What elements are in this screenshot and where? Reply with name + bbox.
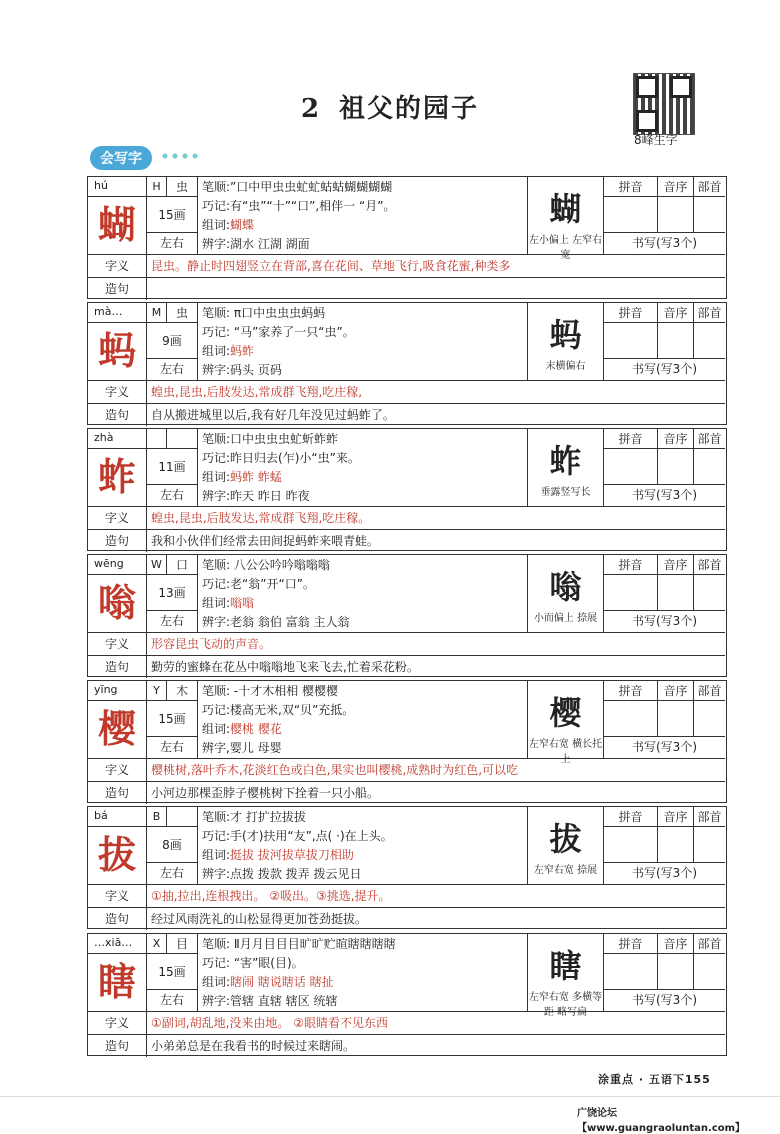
stroke-order: 笔顺: π口中虫虫虫蚂蚂 <box>202 306 326 320</box>
decor-dots <box>160 152 200 160</box>
order-input[interactable] <box>658 575 694 611</box>
qr-caption: 8峰生字 <box>634 133 678 147</box>
radical-input[interactable] <box>694 323 725 359</box>
initial-letter: Y <box>147 681 167 701</box>
char-info <box>198 303 528 380</box>
stroke-count: 15画 <box>147 701 198 737</box>
pinyin: mà… <box>88 303 147 323</box>
distinguish: 辨字:昨天 昨日 昨夜 <box>202 489 310 503</box>
words: 瞎闹 瞎说瞎话 瞎扯 <box>230 975 334 989</box>
words: 蚂蚱 蚱蜢 <box>230 470 282 484</box>
write-label: 书写(写3个) <box>632 362 697 376</box>
sentence-label: 造句 <box>88 403 147 426</box>
calligraphy-box <box>528 429 604 506</box>
initial-letter: H <box>147 177 167 197</box>
calligraphy-char: 蚂 <box>549 316 582 354</box>
radical-header: 部首 <box>694 934 725 954</box>
pinyin: zhà <box>88 429 147 449</box>
stroke-order: 笔顺:”口中甲虫虫虻虻蛄蛄蝴蝴蝴蝴 <box>202 180 393 194</box>
pinyin-header: 拼音 <box>604 177 658 197</box>
initial-letter: X <box>147 934 167 954</box>
order-header: 音序 <box>658 303 694 323</box>
stroke-order: 笔顺: Ⅱ月月目目目旷旷贮暄瞎瞎瞎瞎 <box>202 937 396 951</box>
radical-header: 部首 <box>694 555 725 575</box>
structure: 左右 <box>147 233 198 254</box>
calligraphy-box <box>528 303 604 380</box>
calligraphy-char: 樱 <box>549 694 582 732</box>
sentence-text: 勤劳的蜜蜂在花丛中嗡嗡地飞来飞去,忙着采花粉。 <box>147 655 725 678</box>
sentence-text <box>147 277 725 300</box>
pinyin-input[interactable] <box>604 701 658 737</box>
big-character: 樱 <box>88 701 147 758</box>
sentence-label: 造句 <box>88 907 147 930</box>
initial-letter: W <box>147 555 167 575</box>
calligraphy-char: 拔 <box>549 820 582 858</box>
meaning-text: 樱桃树,落叶乔木,花淡红色或白色,果实也叫樱桃,成熟时为红色,可以吃 <box>147 758 725 781</box>
words: 蝴蝶 <box>230 218 255 232</box>
word-group <box>202 973 523 992</box>
memory-tip: 巧记: “害”眼(目)。 <box>202 956 304 970</box>
distinguish: 辨字:码头 页码 <box>202 363 282 377</box>
order-header: 音序 <box>658 177 694 197</box>
big-character: 蚱 <box>88 449 147 506</box>
order-header: 音序 <box>658 555 694 575</box>
char-card <box>87 680 727 803</box>
order-header: 音序 <box>658 681 694 701</box>
words-label: 组词: <box>202 218 231 232</box>
meaning-text: 蝗虫,昆虫,后肢发达,常成群飞翔,吃庄稼。 <box>147 506 725 529</box>
big-character: 蚂 <box>88 323 147 380</box>
big-character: 拔 <box>88 827 147 884</box>
word-group <box>202 216 523 235</box>
radical-header: 部首 <box>694 807 725 827</box>
pinyin: hú <box>88 177 147 197</box>
write-label: 书写(写3个) <box>632 236 697 250</box>
order-header: 音序 <box>658 429 694 449</box>
stroke-count: 11画 <box>147 449 198 485</box>
initial-letter: M <box>147 303 167 323</box>
initial-letter: B <box>147 807 167 827</box>
stroke-count: 15画 <box>147 197 198 233</box>
calligraphy-note: 左窄右宽 横长托上 <box>528 739 603 765</box>
meaning-text: ①副词,胡乱地,没来由地。 ②眼睛看不见东西 <box>147 1011 725 1034</box>
distinguish: 辨字:老翁 翁伯 富翁 主人翁 <box>202 615 350 629</box>
distinguish: 辨字:湖水 江湖 湖面 <box>202 237 310 251</box>
meaning-text: ①抽,拉出,连根拽出。 ②吸出。③挑选,提升。 <box>147 884 725 907</box>
distinguish: 辨字:点拨 拨款 拨弄 拨云见日 <box>202 867 362 881</box>
char-card <box>87 933 727 1056</box>
order-header: 音序 <box>658 934 694 954</box>
calligraphy-note: 左小偏上 左窄右宽 <box>528 235 603 261</box>
memory-tip: 巧记:手(才)扶用“友”,点( ·)在上头。 <box>202 829 393 843</box>
lesson-title: 祖父的园子 <box>339 94 480 124</box>
meaning-label: 字义 <box>88 632 147 655</box>
char-card <box>87 806 727 929</box>
order-input[interactable] <box>658 449 694 485</box>
radical <box>167 807 198 827</box>
pinyin-header: 拼音 <box>604 429 658 449</box>
sentence-text: 我和小伙伴们经常去田间捉蚂蚱来喂青蛙。 <box>147 529 725 552</box>
sentence-text: 经过风雨洗礼的山松显得更加苍劲挺拔。 <box>147 907 725 930</box>
stroke-count: 9画 <box>147 323 198 359</box>
pinyin-input[interactable] <box>604 575 658 611</box>
word-group <box>202 468 523 487</box>
radical-input[interactable] <box>694 575 725 611</box>
write-label: 书写(写3个) <box>632 993 697 1007</box>
memory-tip: 巧记:老“翁”开“口”。 <box>202 577 315 591</box>
sentence-text: 小弟弟总是在我看书的时候过来瞎闹。 <box>147 1034 725 1057</box>
calligraphy-box <box>528 177 604 261</box>
structure: 左右 <box>147 863 198 884</box>
char-info <box>198 807 528 884</box>
pinyin-input[interactable] <box>604 197 658 233</box>
words-label: 组词: <box>202 344 231 358</box>
calligraphy-note: 左窄右宽 多横等距 略写扁 <box>528 992 603 1018</box>
radical-header: 部首 <box>694 303 725 323</box>
char-card <box>87 554 727 677</box>
divider <box>0 1096 780 1097</box>
words: 蚂蚱 <box>230 344 255 358</box>
meaning-label: 字义 <box>88 380 147 403</box>
calligraphy-char: 嗡 <box>549 568 582 606</box>
words: 挺拔 拔河拔草拔刀相助 <box>230 848 354 862</box>
pinyin-input[interactable] <box>604 323 658 359</box>
order-header: 音序 <box>658 807 694 827</box>
write-label: 书写(写3个) <box>632 740 697 754</box>
words-label: 组词: <box>202 596 231 610</box>
stroke-order: 笔顺:才 打扩拉拔拔 <box>202 810 306 824</box>
stroke-order: 笔顺: 八公公吟吟嗡嗡嗡 <box>202 558 330 572</box>
pinyin: yīng <box>88 681 147 701</box>
sentence-text: 小河边那棵歪脖子樱桃树下拴着一只小船。 <box>147 781 725 804</box>
radical-header: 部首 <box>694 177 725 197</box>
order-input[interactable] <box>658 701 694 737</box>
radical-input[interactable] <box>694 701 725 737</box>
radical: 口 <box>167 555 198 575</box>
big-character: 瞎 <box>88 954 147 1011</box>
site-credit: 广饶论坛【www.guangraoluntan.com】 <box>577 1108 746 1134</box>
radical-input[interactable] <box>694 449 725 485</box>
big-character: 蝴 <box>88 197 147 254</box>
stroke-order: 笔顺: -十才木相相 樱樱樱 <box>202 684 339 698</box>
calligraphy-char: 蚱 <box>549 442 582 480</box>
write-label: 书写(写3个) <box>632 866 697 880</box>
initial-letter <box>147 429 167 449</box>
char-card <box>87 302 727 425</box>
write-label: 书写(写3个) <box>632 488 697 502</box>
memory-tip: 巧记:昨日归去(乍)小“虫”来。 <box>202 451 360 465</box>
radical-header: 部首 <box>694 681 725 701</box>
char-info <box>198 177 528 254</box>
calligraphy-note: 末横偏右 <box>545 361 586 372</box>
section-tag: 会写字 <box>90 146 152 170</box>
sentence-label: 造句 <box>88 529 147 552</box>
distinguish: 辨字,婴儿 母婴 <box>202 741 282 755</box>
words-label: 组词: <box>202 848 231 862</box>
write-label: 书写(写3个) <box>632 614 697 628</box>
sentence-label: 造句 <box>88 1034 147 1057</box>
memory-tip: 巧记:有“虫”“十”“口”,相伴一 “月”。 <box>202 199 396 213</box>
order-input[interactable] <box>658 954 694 990</box>
stroke-order: 笔顺:口中虫虫虫虻蚚蚱蚱 <box>202 432 339 446</box>
pinyin-input[interactable] <box>604 827 658 863</box>
big-character: 嗡 <box>88 575 147 632</box>
calligraphy-box <box>528 681 604 765</box>
pinyin: …xiā… <box>88 934 147 954</box>
word-group <box>202 720 523 739</box>
memory-tip: 巧记: “马”家养了一只“虫”。 <box>202 325 355 339</box>
words: 嗡嗡 <box>230 596 255 610</box>
calligraphy-box <box>528 555 604 632</box>
pinyin-header: 拼音 <box>604 934 658 954</box>
radical: 目 <box>167 934 198 954</box>
pinyin-header: 拼音 <box>604 555 658 575</box>
calligraphy-box <box>528 934 604 1018</box>
meaning-label: 字义 <box>88 1011 147 1034</box>
sentence-label: 造句 <box>88 277 147 300</box>
order-input[interactable] <box>658 197 694 233</box>
pinyin-header: 拼音 <box>604 681 658 701</box>
meaning-text: 昆虫。静止时四翅竖立在背部,喜在花间、草地飞行,吸食花蜜,种类多 <box>147 254 725 277</box>
meaning-label: 字义 <box>88 254 147 277</box>
calligraphy-note: 左窄右宽 捺展 <box>533 865 598 876</box>
structure: 左右 <box>147 485 198 506</box>
radical <box>167 429 198 449</box>
order-input[interactable] <box>658 827 694 863</box>
structure: 左右 <box>147 990 198 1011</box>
word-group <box>202 846 523 865</box>
structure: 左右 <box>147 611 198 632</box>
char-card <box>87 428 727 551</box>
pinyin: wēng <box>88 555 147 575</box>
pinyin-input[interactable] <box>604 954 658 990</box>
order-input[interactable] <box>658 323 694 359</box>
lesson-number: 2 <box>300 94 322 124</box>
meaning-label: 字义 <box>88 884 147 907</box>
calligraphy-char: 蝴 <box>549 190 582 228</box>
radical-input[interactable] <box>694 827 725 863</box>
char-info <box>198 681 528 758</box>
word-group <box>202 594 523 613</box>
radical: 虫 <box>167 177 198 197</box>
qr-code[interactable] <box>633 73 695 135</box>
stroke-count: 13画 <box>147 575 198 611</box>
sentence-label: 造句 <box>88 655 147 678</box>
pinyin-header: 拼音 <box>604 807 658 827</box>
words-label: 组词: <box>202 975 231 989</box>
char-info <box>198 555 528 632</box>
char-info <box>198 934 528 1011</box>
pinyin: bá <box>88 807 147 827</box>
meaning-text: 形容昆虫飞动的声音。 <box>147 632 725 655</box>
radical: 木 <box>167 681 198 701</box>
char-info <box>198 429 528 506</box>
pinyin-header: 拼音 <box>604 303 658 323</box>
structure: 左右 <box>147 737 198 758</box>
sentence-label: 造句 <box>88 781 147 804</box>
stroke-count: 15画 <box>147 954 198 990</box>
calligraphy-box <box>528 807 604 884</box>
char-card <box>87 176 727 299</box>
radical-input[interactable] <box>694 197 725 233</box>
structure: 左右 <box>147 359 198 380</box>
calligraphy-note: 垂露竖写长 <box>540 487 591 498</box>
page-footer: 涂重点 · 五语下155 <box>598 1073 711 1086</box>
sentence-text: 自从搬进城里以后,我有好几年没见过蚂蚱了。 <box>147 403 725 426</box>
radical-header: 部首 <box>694 429 725 449</box>
word-group <box>202 342 523 361</box>
stroke-count: 8画 <box>147 827 198 863</box>
words: 樱桃 樱花 <box>230 722 282 736</box>
radical: 虫 <box>167 303 198 323</box>
meaning-label: 字义 <box>88 506 147 529</box>
pinyin-input[interactable] <box>604 449 658 485</box>
words-label: 组词: <box>202 722 231 736</box>
calligraphy-note: 小而偏上 捺展 <box>533 613 598 624</box>
radical-input[interactable] <box>694 954 725 990</box>
distinguish: 辨字:管辖 直辖 辖区 统辖 <box>202 994 338 1008</box>
memory-tip: 巧记:楼高无米,双“贝”充抵。 <box>202 703 355 717</box>
words-label: 组词: <box>202 470 231 484</box>
calligraphy-char: 瞎 <box>549 947 582 985</box>
meaning-label: 字义 <box>88 758 147 781</box>
meaning-text: 蝗虫,昆虫,后肢发达,常成群飞翔,吃庄稼, <box>147 380 725 403</box>
